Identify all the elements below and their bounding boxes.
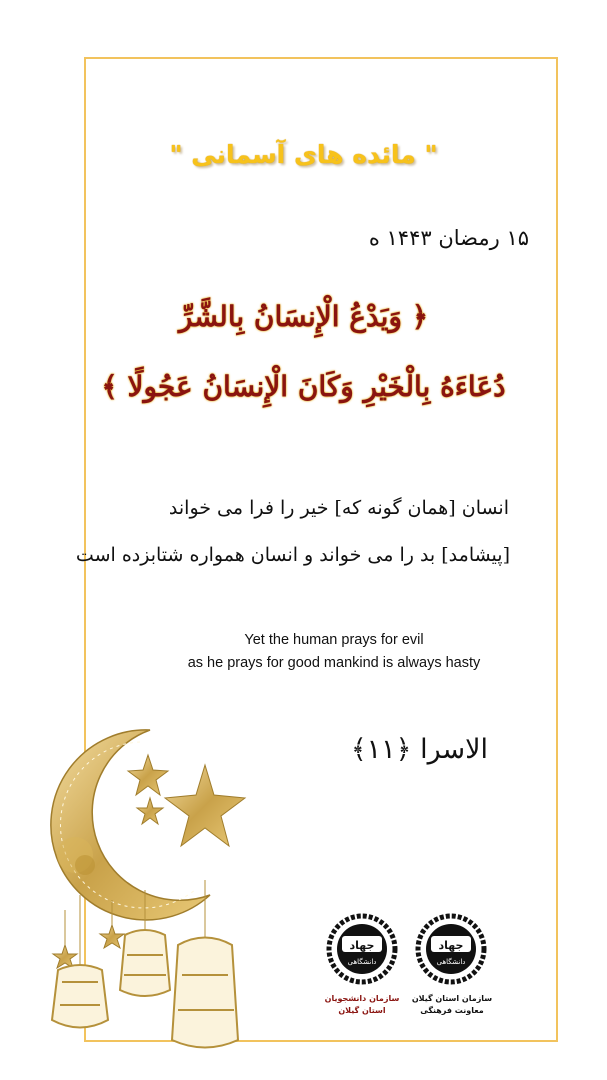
date-label: ۱۵ رمضان ۱۴۴۳ ه bbox=[368, 226, 529, 250]
logo-caption-right: سازمان استان گیلان معاونت فرهنگی bbox=[411, 994, 493, 1015]
logo-mark-right: جهاد bbox=[438, 939, 464, 952]
persian-translation-line-2: [پیشامد] بد را می خواند و انسان همواره شتابزده است bbox=[75, 544, 510, 566]
english-translation-line-2: as he prays for good mankind is always hasty bbox=[187, 655, 481, 671]
logo-caption-left: سازمان دانشجویان استان گیلان bbox=[324, 994, 400, 1015]
english-translation-line-1: Yet the human prays for evil bbox=[244, 632, 424, 648]
logo-sub-left: دانشگاهی bbox=[347, 958, 377, 966]
surah-reference: الاسرا ﴿۱۱﴾ bbox=[350, 734, 488, 765]
page-title: " مائده های آسمانی " bbox=[169, 140, 438, 169]
jahad-logo-cultural bbox=[414, 912, 488, 990]
quran-verse-line-1: ﴿ وَيَدْعُ الْإِنسَانُ بِالشَّرِّ bbox=[178, 300, 429, 333]
jahad-logo-students bbox=[325, 912, 399, 990]
logo-mark-left: جهاد bbox=[349, 939, 375, 952]
persian-translation-line-1: انسان [همان گونه که] خیر را فرا می خواند bbox=[168, 497, 509, 519]
logo-sub-right: دانشگاهی bbox=[436, 958, 466, 966]
quran-verse-line-2: دُعَاءَهُ بِالْخَيْرِ وَكَانَ الْإِنسَانُ عَجُولًا ﴾ bbox=[101, 370, 506, 403]
crescent-lantern-decoration bbox=[0, 720, 260, 1080]
